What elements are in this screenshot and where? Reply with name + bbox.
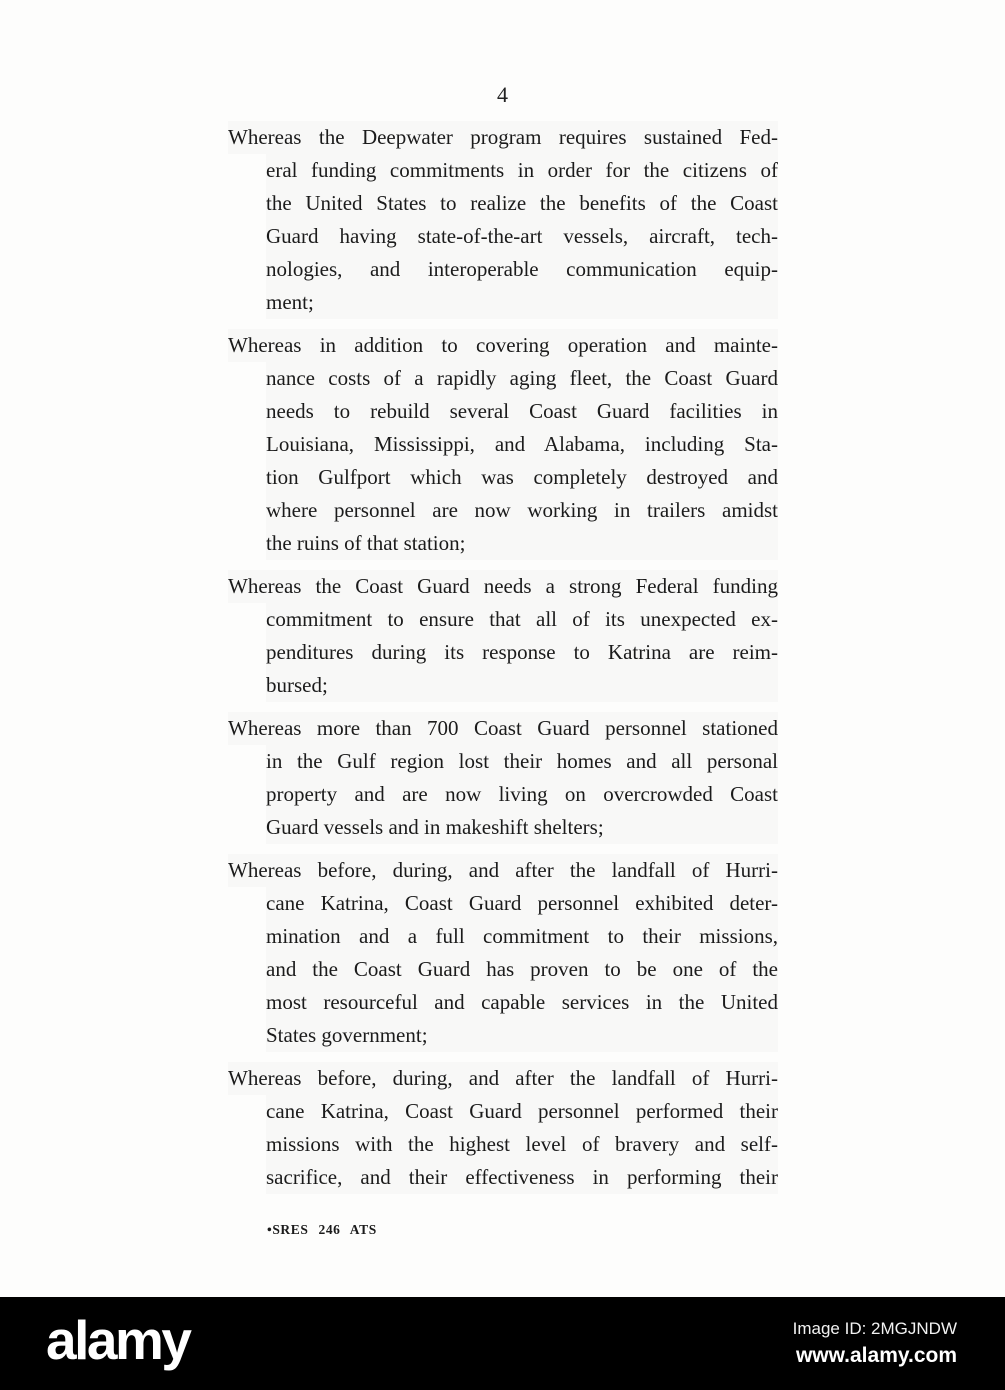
text-line: Whereas before, during, and after the landfall of Hurri- (228, 1062, 778, 1095)
text-line: needs to rebuild several Coast Guard facilities in (266, 395, 778, 428)
text-line: Whereas before, during, and after the landfall of Hurri- (228, 854, 778, 887)
text-line: Whereas in addition to covering operation and mainte- (228, 329, 778, 362)
text-line: in the Gulf region lost their homes and all personal (266, 745, 778, 778)
text-line: States government; (266, 1019, 778, 1052)
document-body (228, 121, 778, 1204)
text-line: missions with the highest level of bravery and self- (266, 1128, 778, 1161)
text-line: the ruins of that station; (266, 527, 778, 560)
text-line: bursed; (266, 669, 778, 702)
text-line: and the Coast Guard has proven to be one of the (266, 953, 778, 986)
text-line: Whereas the Deepwater program requires sustained Fed- (228, 121, 778, 154)
text-line: cane Katrina, Coast Guard personnel exhibited deter- (266, 887, 778, 920)
text-line: where personnel are now working in trailers amidst (266, 494, 778, 527)
text-line: nance costs of a rapidly aging fleet, the Coast Guard (266, 362, 778, 395)
text-line: penditures during its response to Katrina are reim- (266, 636, 778, 669)
text-line: the United States to realize the benefits of the Coast (266, 187, 778, 220)
whereas-clause (228, 329, 778, 560)
text-line: eral funding commitments in order for the citizens of (266, 154, 778, 187)
text-line: most resourceful and capable services in the United (266, 986, 778, 1019)
text-line: Whereas more than 700 Coast Guard personnel stationed (228, 712, 778, 745)
text-line: sacrifice, and their effectiveness in performing their (266, 1161, 778, 1194)
text-line: property and are now living on overcrowded Coast (266, 778, 778, 811)
watermark-bar (0, 1297, 1005, 1390)
text-line: nologies, and interoperable communication equip- (266, 253, 778, 286)
whereas-clause (228, 121, 778, 319)
text-line: Whereas the Coast Guard needs a strong Federal funding (228, 570, 778, 603)
whereas-clause (228, 854, 778, 1052)
text-line: mination and a full commitment to their missions, (266, 920, 778, 953)
text-line: Louisiana, Mississippi, and Alabama, including Sta- (266, 428, 778, 461)
alamy-website-url: www.alamy.com (795, 1344, 957, 1367)
text-line: tion Gulfport which was completely destroyed and (266, 461, 778, 494)
alamy-logo: alamy (46, 1309, 190, 1371)
text-line: cane Katrina, Coast Guard personnel performed their (266, 1095, 778, 1128)
whereas-clause (228, 712, 778, 844)
image-id-label: Image ID: 2MGJNDW (792, 1319, 957, 1338)
text-line: Guard vessels and in makeshift shelters; (266, 811, 778, 844)
text-line: Guard having state-of-the-art vessels, aircraft, tech- (266, 220, 778, 253)
whereas-clause (228, 570, 778, 702)
text-line: ment; (266, 286, 778, 319)
document-footer-code: •SRES 246 ATS (267, 1222, 377, 1237)
page-number: 4 (497, 82, 508, 107)
whereas-clause (228, 1062, 778, 1194)
watermark-info (793, 1319, 957, 1368)
text-line: commitment to ensure that all of its unexpected ex- (266, 603, 778, 636)
